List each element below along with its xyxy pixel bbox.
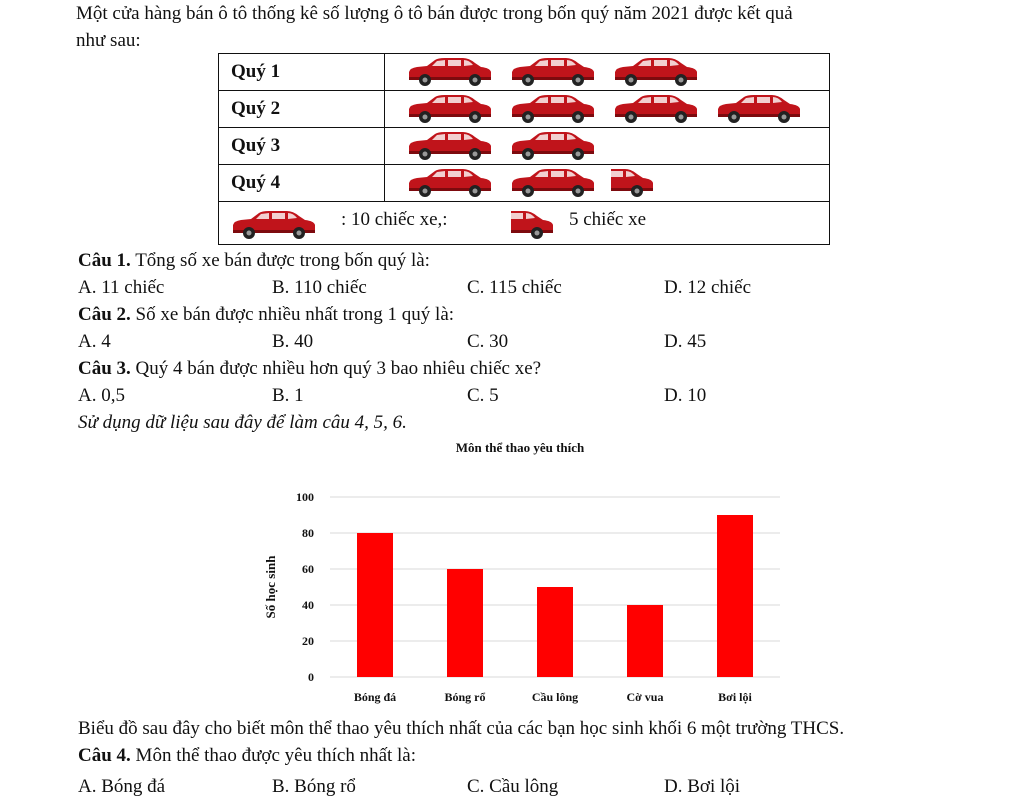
q2-option-d[interactable]: D. 45 <box>664 331 707 352</box>
question-1-text: Tổng số xe bán được trong bốn quý là: <box>130 250 430 271</box>
bar <box>357 533 393 677</box>
data-instruction: Sử dụng dữ liệu sau đây để làm câu 4, 5, 6. <box>78 412 407 433</box>
legend-half-text: 5 chiếc xe <box>569 209 647 230</box>
q1-option-d[interactable]: D. 12 chiếc <box>664 277 752 298</box>
y-tick-label: 100 <box>296 490 314 504</box>
pictograph-row <box>219 165 829 202</box>
question-3-text: Quý 4 bán được nhiều hơn quý 3 bao nhiêu chiếc xe? <box>130 358 542 379</box>
pictograph-table <box>218 53 830 245</box>
y-tick-label: 40 <box>302 598 314 612</box>
bar <box>627 605 663 677</box>
car-icon <box>508 131 596 161</box>
intro-line-2: như sau: <box>76 30 141 51</box>
pictograph-row-label: Quý 1 <box>231 61 281 82</box>
q4-option-d[interactable]: D. Bơi lội <box>664 776 741 797</box>
q3-option-c[interactable]: C. 5 <box>467 385 499 406</box>
legend-full-text: : 10 chiếc xe,: <box>341 209 448 230</box>
pictograph-label-cell <box>219 91 385 127</box>
y-tick-label: 60 <box>302 562 314 576</box>
q1-option-c[interactable]: C. 115 chiếc <box>467 277 562 298</box>
q3-option-d[interactable]: D. 10 <box>664 385 707 406</box>
x-tick-label: Bơi lội <box>718 690 752 704</box>
question-4-prefix: Câu 4. <box>78 745 131 766</box>
intro-line-1: Một cửa hàng bán ô tô thống kê số lượng ô tô bán được trong bốn quý năm 2021 được kết quả <box>76 3 793 24</box>
pictograph-legend <box>219 202 829 244</box>
bar <box>717 515 753 677</box>
question-3 <box>78 358 541 380</box>
y-tick-label: 80 <box>302 526 314 540</box>
q4-option-b[interactable]: B. Bóng rổ <box>272 776 356 797</box>
pictograph-row <box>219 91 829 128</box>
car-icon <box>714 94 802 124</box>
y-tick-label: 20 <box>302 634 314 648</box>
car-icon <box>405 131 493 161</box>
q3-option-b[interactable]: B. 1 <box>272 385 304 406</box>
car-icon <box>508 168 596 198</box>
question-1 <box>78 250 430 272</box>
question-2 <box>78 304 454 326</box>
q1-option-b[interactable]: B. 110 chiếc <box>272 277 367 298</box>
x-tick-label: Bóng rổ <box>444 690 486 704</box>
pictograph-row-label: Quý 4 <box>231 172 281 193</box>
car-icon <box>405 168 493 198</box>
pictograph-row-label: Quý 2 <box>231 98 281 119</box>
pictograph-row <box>219 54 829 91</box>
car-icon <box>508 57 596 87</box>
x-tick-label: Bóng đá <box>353 690 397 704</box>
pictograph-label-cell <box>219 54 385 90</box>
question-3-prefix: Câu 3. <box>78 358 131 379</box>
q1-option-a[interactable]: A. 11 chiếc <box>78 277 165 298</box>
car-icon <box>611 57 699 87</box>
x-tick-label: Cờ vua <box>626 690 664 704</box>
question-1-prefix: Câu 1. <box>78 250 131 271</box>
question-2-text: Số xe bán được nhiều nhất trong 1 quý là: <box>130 304 455 325</box>
car-icon <box>508 94 596 124</box>
bar-chart-svg <box>250 440 790 710</box>
car-icon <box>611 94 699 124</box>
q2-option-c[interactable]: C. 30 <box>467 331 509 352</box>
q2-option-b[interactable]: B. 40 <box>272 331 314 352</box>
pictograph-row <box>219 128 829 165</box>
car-icon <box>405 57 493 87</box>
bar-chart <box>250 440 790 710</box>
q2-option-a[interactable]: A. 4 <box>78 331 111 352</box>
q4-option-c[interactable]: C. Cầu lông <box>467 776 559 797</box>
y-tick-label: 0 <box>308 670 314 684</box>
chart-title: Môn thể thao yêu thích <box>455 440 585 455</box>
bar <box>447 569 483 677</box>
pictograph-label-cell <box>219 128 385 164</box>
pictograph-row-label: Quý 3 <box>231 135 281 156</box>
question-4-text: Môn thể thao được yêu thích nhất là: <box>130 745 417 766</box>
y-axis-label: Số học sinh <box>263 555 278 619</box>
pictograph-label-cell <box>219 165 385 201</box>
car-icon <box>405 94 493 124</box>
half-car-icon <box>611 168 655 198</box>
bar <box>537 587 573 677</box>
question-2-prefix: Câu 2. <box>78 304 131 325</box>
x-tick-label: Cầu lông <box>531 690 579 704</box>
car-icon <box>229 210 317 240</box>
chart-caption: Biểu đồ sau đây cho biết môn thể thao yêu thích nhất của các bạn học sinh khối 6 một trường THCS. <box>78 718 845 739</box>
q4-option-a[interactable]: A. Bóng đá <box>78 776 166 797</box>
q3-option-a[interactable]: A. 0,5 <box>78 385 125 406</box>
question-4 <box>78 745 416 767</box>
half-car-icon <box>511 210 555 240</box>
